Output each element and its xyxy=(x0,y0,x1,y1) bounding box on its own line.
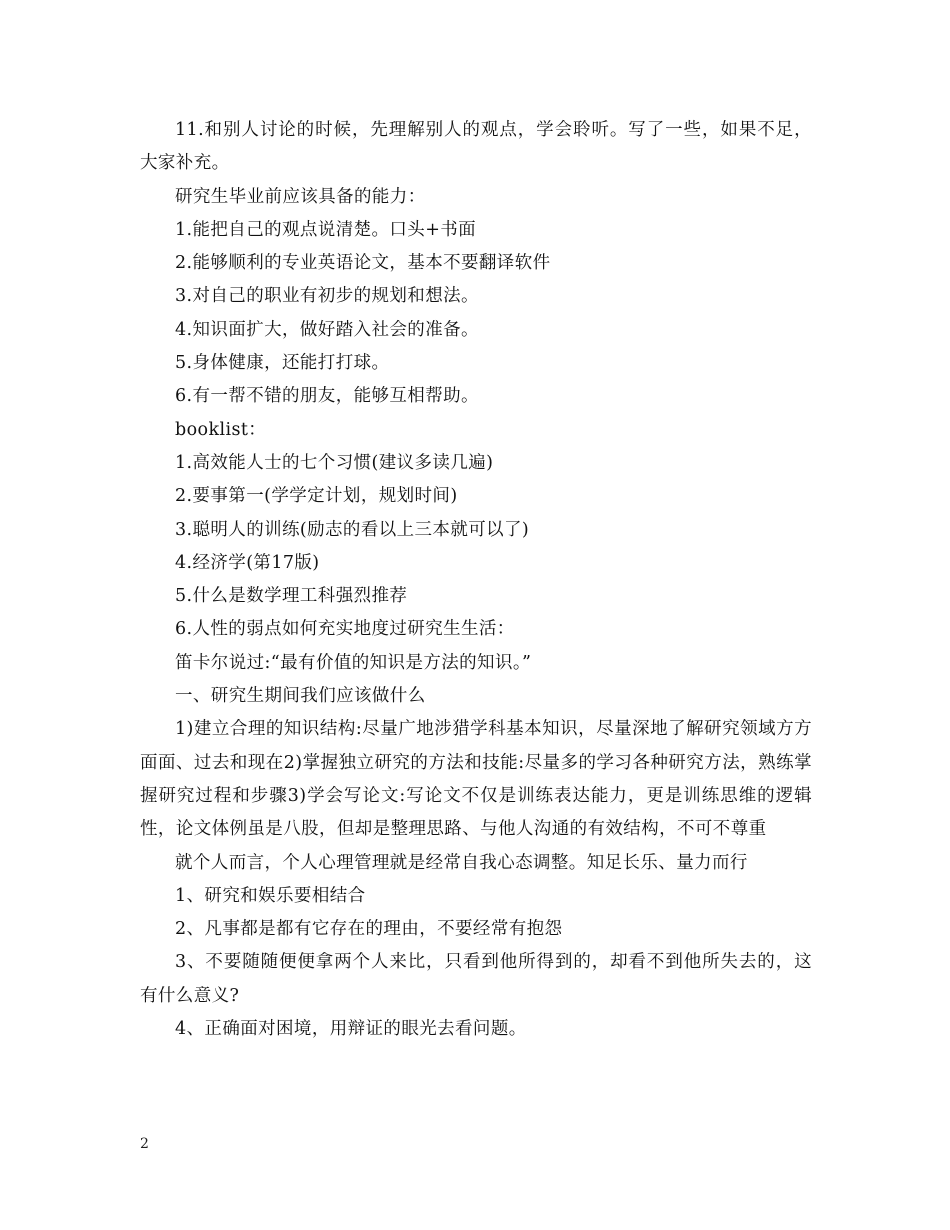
paragraph: booklist： xyxy=(175,419,267,440)
paragraph: 2.能够顺利的专业英语论文，基本不要翻译软件 xyxy=(175,253,551,274)
paragraph: 5.什么是数学理工科强烈推荐 xyxy=(175,586,408,607)
paragraph: 6.人性的弱点如何充实地度过研究生生活： xyxy=(175,619,515,640)
paragraph: 4.知识面扩大，做好踏入社会的准备。 xyxy=(175,319,479,340)
paragraph: 4、正确面对困境，用辩证的眼光去看问题。 xyxy=(175,1019,527,1040)
paragraph: 4.经济学(第17版) xyxy=(175,552,320,573)
paragraph: 1、研究和娱乐要相结合 xyxy=(175,885,366,906)
paragraph: 3.聪明人的训练(励志的看以上三本就可以了) xyxy=(175,519,530,540)
paragraph: 3、不要随随便便拿两个人来比，只看到他所得到的，却看不到他所失去的，这有什么意义? xyxy=(140,952,812,1006)
paragraph: 5.身体健康，还能打打球。 xyxy=(175,353,390,374)
paragraph: 一、研究生期间我们应该做什么 xyxy=(175,686,426,707)
paragraph: 1.高效能人士的七个习惯(建议多读几遍) xyxy=(175,452,494,473)
paragraph: 笛卡尔说过:“最有价值的知识是方法的知识。” xyxy=(175,652,532,673)
paragraph: 11.和别人讨论的时候，先理解别人的观点，学会聆听。写了一些，如果不足，大家补充。 xyxy=(140,120,812,174)
document-body xyxy=(140,114,812,1046)
paragraph: 2.要事第一(学学定计划，规划时间) xyxy=(175,486,458,507)
paragraph: 就个人而言，个人心理管理就是经常自我心态调整。知足长乐、量力而行 xyxy=(175,852,748,873)
paragraph: 研究生毕业前应该具备的能力： xyxy=(175,186,426,207)
paragraph: 1.能把自己的观点说清楚。口头+书面 xyxy=(175,219,477,240)
page-number: 2 xyxy=(140,1136,149,1152)
paragraph: 2、凡事都是都有它存在的理由，不要经常有抱怨 xyxy=(175,919,563,940)
paragraph: 6.有一帮不错的朋友，能够互相帮助。 xyxy=(175,386,479,407)
paragraph: 3.对自己的职业有初步的规划和想法。 xyxy=(175,286,479,307)
paragraph: 1)建立合理的知识结构:尽量广地涉猎学科基本知识，尽量深地了解研究领域方方面面、过去和现在2)掌握独立研究的方法和技能:尽量多的学习各种研究方法，熟练掌握研究过程和步骤3)学会写论文:写论文不仅是训练表达能力，更是训练思维的逻辑性，论文体例虽是八股，但却是整理思路、与他人沟通的有效结构，不可不尊重 xyxy=(140,719,812,840)
